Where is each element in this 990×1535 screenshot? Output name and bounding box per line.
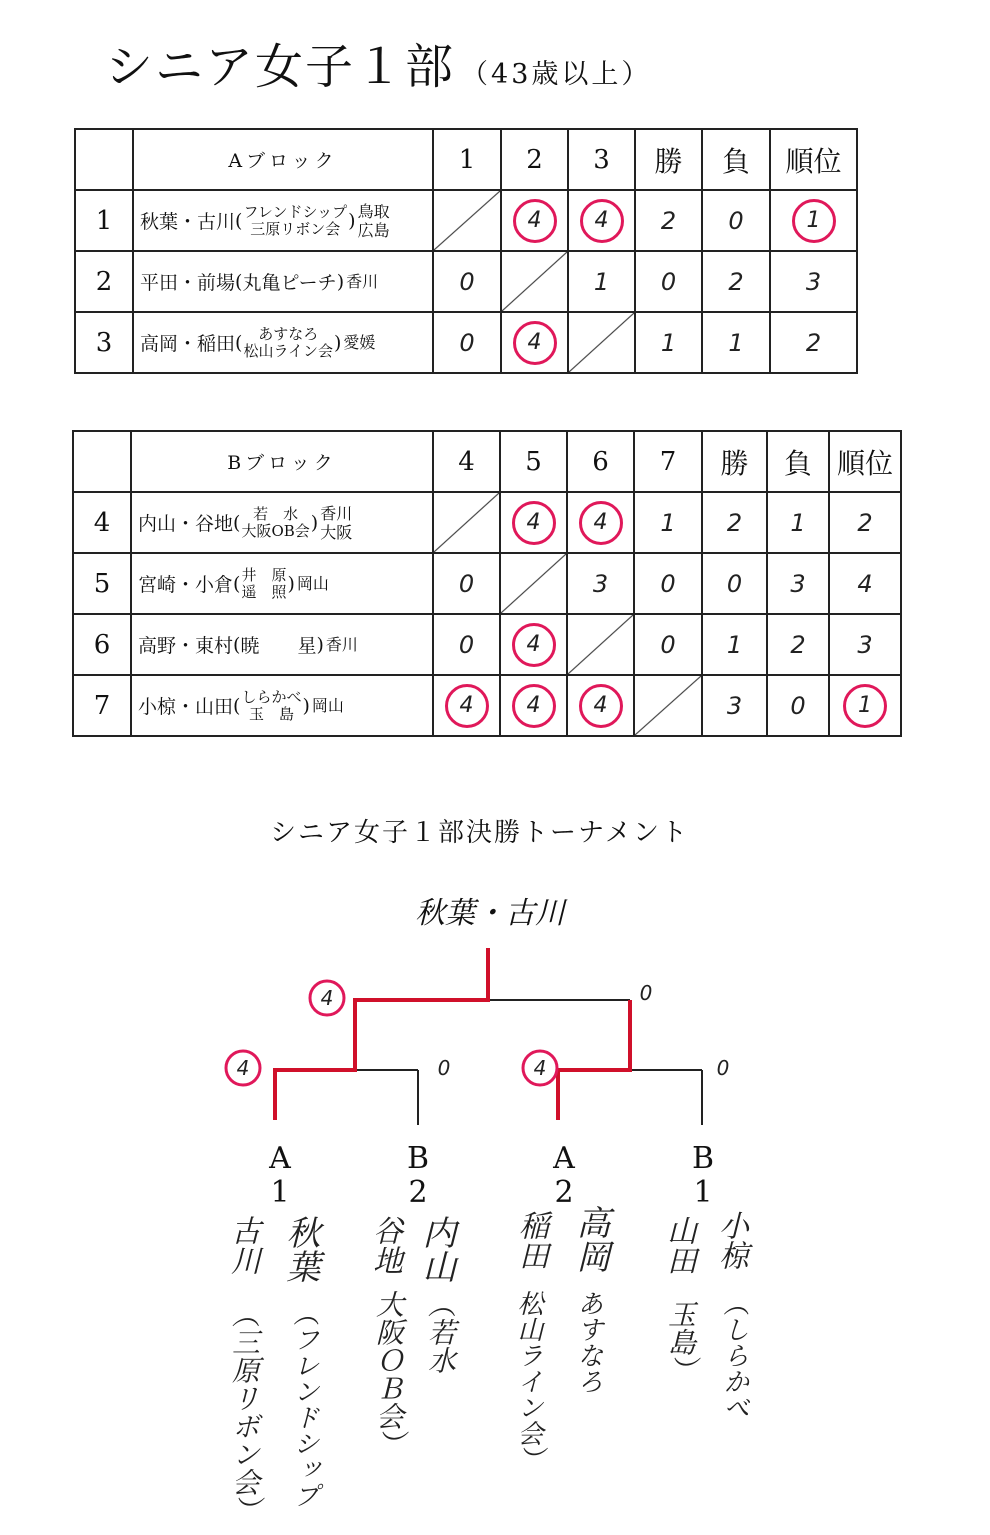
prefecture: 広島 <box>357 220 390 240</box>
col-header: 1 <box>433 129 501 190</box>
block-a-header: Aブロック <box>133 129 433 190</box>
win-score: 4 <box>513 321 557 365</box>
table-row <box>73 553 901 614</box>
table-row <box>75 251 857 312</box>
seed-club: （三原リボン会） <box>228 1300 261 1524</box>
score-cell: 0 <box>433 251 501 312</box>
corner-cell <box>73 431 131 492</box>
col-header: 6 <box>567 431 634 492</box>
col-header: 4 <box>433 431 500 492</box>
self-match-cell <box>568 312 635 373</box>
loss-count: 2 <box>767 614 829 675</box>
loss-header: 負 <box>702 129 770 190</box>
win-header: 勝 <box>702 431 767 492</box>
loss-count: 1 <box>767 492 829 553</box>
entry-cell: 内山・谷地 ( 若 水 大阪OB会 ) 香川 大阪 <box>131 492 433 553</box>
page-subtitle: （43歳以上） <box>461 59 652 90</box>
rank-value: 2 <box>829 492 901 553</box>
seed-club: （若水 <box>424 1290 457 1374</box>
table-row <box>75 312 857 373</box>
tournament-winner: 秋葉・古川 <box>415 896 565 931</box>
score-cell <box>501 190 568 251</box>
score-cell <box>567 492 634 553</box>
entry-cell: 高岡・稲田 ( あすなろ 松山ライン会 ) 愛媛 <box>133 312 433 373</box>
team-names: 高岡・稲田 <box>140 333 236 355</box>
club-name: しらかべ <box>241 687 302 706</box>
score-cell: 0 <box>634 614 702 675</box>
row-number: 7 <box>73 675 131 736</box>
win-count: 2 <box>702 492 767 553</box>
loss-count: 1 <box>702 312 770 373</box>
final-left-score: 4 <box>320 986 334 1010</box>
self-match-cell <box>500 553 567 614</box>
score-cell: 0 <box>433 614 500 675</box>
rank-value: 1 <box>843 684 887 728</box>
block-b-header: Bブロック <box>131 431 433 492</box>
winner-path <box>275 948 488 1120</box>
entry-cell: 秋葉・古川 ( フレンドシップ 三原リボン会 ) 鳥取 広島 <box>133 190 433 251</box>
club-name: フレンドシップ <box>243 202 348 221</box>
win-count: 3 <box>702 675 767 736</box>
win-count: 1 <box>635 312 702 373</box>
tournament-title: シニア女子１部決勝トーナメント <box>270 818 689 848</box>
row-number: 3 <box>75 312 133 373</box>
win-count: 2 <box>635 190 702 251</box>
club-name: あすなろ <box>258 324 319 343</box>
winner-path-right <box>558 1000 630 1120</box>
club-name: 丸亀ピーチ <box>242 272 337 294</box>
score-cell: 3 <box>567 553 634 614</box>
seed-name: 高岡 <box>570 1205 610 1273</box>
club-name: 松山ライン会 <box>243 341 333 360</box>
score-cell: 0 <box>433 553 500 614</box>
loss-count: 0 <box>767 675 829 736</box>
seed-club: （しらかべ <box>719 1290 749 1420</box>
loss-count: 0 <box>702 190 770 251</box>
loss-count: 2 <box>702 251 770 312</box>
win-score: 4 <box>445 684 489 728</box>
score-cell <box>568 190 635 251</box>
score-cell: 1 <box>634 492 702 553</box>
rank-value: 4 <box>829 553 901 614</box>
prefecture: 香川 <box>325 635 358 654</box>
club-name: 玉 島 <box>248 704 294 723</box>
self-match-cell <box>433 492 500 553</box>
self-match-cell <box>567 614 634 675</box>
entry-cell: 平田・前場 ( 丸亀ピーチ ) 香川 <box>133 251 433 312</box>
col-header: 3 <box>568 129 635 190</box>
win-score: 4 <box>513 199 557 243</box>
prefecture: 香川 <box>346 272 379 291</box>
club-name: 大阪OB会 <box>241 521 310 540</box>
rank-value: 3 <box>829 614 901 675</box>
win-count: 0 <box>702 553 767 614</box>
loss-count: 3 <box>767 553 829 614</box>
tournament-bracket <box>0 930 990 1130</box>
self-match-cell <box>501 251 568 312</box>
score-cell <box>567 675 634 736</box>
score-cell: 0 <box>634 553 702 614</box>
score-cell: 1 <box>568 251 635 312</box>
seed-name: 小椋 <box>713 1210 748 1270</box>
team-names: 平田・前場 <box>140 272 236 294</box>
table-row <box>73 614 901 675</box>
row-number: 4 <box>73 492 131 553</box>
semi-right-score: 4 <box>533 1056 547 1080</box>
seed-club: 松山ライン会） <box>513 1290 543 1472</box>
seed-club: （フレンドシップ <box>289 1300 319 1508</box>
score-cell <box>500 492 567 553</box>
seed-name: 秋葉 <box>280 1215 320 1283</box>
club-name: 三原リボン会 <box>250 219 341 238</box>
team-names: 高野・東村 <box>138 635 234 657</box>
seed-club: 大阪ＯＢ会） <box>372 1290 405 1458</box>
seed-name: 内山 <box>416 1215 456 1283</box>
prefecture: 香川 <box>320 503 353 523</box>
win-header: 勝 <box>635 129 702 190</box>
prefecture: 大阪 <box>320 522 353 542</box>
semi-left-score: 4 <box>236 1056 250 1080</box>
seed-name: 山田 <box>661 1215 696 1275</box>
row-number: 6 <box>73 614 131 675</box>
seed-label: A 2 <box>553 1141 575 1210</box>
win-score: 4 <box>512 623 556 667</box>
score-cell <box>501 312 568 373</box>
row-number: 5 <box>73 553 131 614</box>
club-name: 井 原 <box>241 565 287 584</box>
team-names: 内山・谷地 <box>138 513 234 535</box>
win-count: 0 <box>635 251 702 312</box>
seed-label: B 1 <box>691 1141 715 1210</box>
entry-cell: 小椋・山田 ( しらかべ 玉 島 ) 岡山 <box>131 675 433 736</box>
score-cell <box>500 675 567 736</box>
self-match-cell <box>433 190 501 251</box>
score-cell <box>500 614 567 675</box>
seed-club: 玉島） <box>664 1300 697 1384</box>
seed-name: 古川 <box>225 1215 260 1275</box>
entry-cell: 宮崎・小倉 ( 井 原 遥 照 ) 岡山 <box>131 553 433 614</box>
col-header: 7 <box>634 431 702 492</box>
block-b-table <box>72 430 902 737</box>
win-score: 4 <box>579 684 623 728</box>
team-names: 宮崎・小倉 <box>138 574 234 596</box>
rank-header: 順位 <box>829 431 901 492</box>
club-name: 遥 照 <box>241 582 287 601</box>
rank-value: 3 <box>770 251 857 312</box>
semi-left-opp-score: 0 <box>437 1056 451 1080</box>
rank-cell <box>770 190 857 251</box>
win-score: 4 <box>512 684 556 728</box>
prefecture: 愛媛 <box>343 333 376 352</box>
row-number: 2 <box>75 251 133 312</box>
prefecture: 鳥取 <box>357 201 390 221</box>
col-header: 5 <box>500 431 567 492</box>
row-number: 1 <box>75 190 133 251</box>
win-score: 4 <box>580 199 624 243</box>
seed-club: あすなろ <box>573 1290 603 1394</box>
win-count: 1 <box>702 614 767 675</box>
semi-right-opp-score: 0 <box>716 1056 730 1080</box>
block-a-table <box>74 128 858 374</box>
page-title: シニア女子１部 （43歳以上） <box>105 39 652 95</box>
self-match-cell <box>634 675 702 736</box>
entry-cell: 高野・東村 ( 暁 星 ) 香川 <box>131 614 433 675</box>
rank-header: 順位 <box>770 129 857 190</box>
win-score: 4 <box>512 501 556 545</box>
final-right-score: 0 <box>639 981 653 1005</box>
seed-name: 谷地 <box>367 1215 402 1275</box>
col-header: 2 <box>501 129 568 190</box>
seed-name: 稲田 <box>513 1210 548 1270</box>
rank-cell <box>829 675 901 736</box>
score-cell: 0 <box>433 312 501 373</box>
score-cell <box>433 675 500 736</box>
win-score: 4 <box>579 501 623 545</box>
table-row <box>73 675 901 736</box>
table-row <box>75 190 857 251</box>
loss-header: 負 <box>767 431 829 492</box>
table-row <box>73 492 901 553</box>
prefecture: 岡山 <box>311 696 344 715</box>
rank-value: 1 <box>792 199 836 243</box>
team-names: 秋葉・古川 <box>140 211 236 233</box>
corner-cell <box>75 129 133 190</box>
seed-label: B 2 <box>406 1141 430 1210</box>
team-names: 小椋・山田 <box>138 696 234 718</box>
club-name: 若 水 <box>253 504 299 523</box>
seed-label: A 1 <box>269 1141 291 1210</box>
prefecture: 岡山 <box>296 574 329 593</box>
club-name: 暁 星 <box>240 635 317 657</box>
rank-value: 2 <box>770 312 857 373</box>
